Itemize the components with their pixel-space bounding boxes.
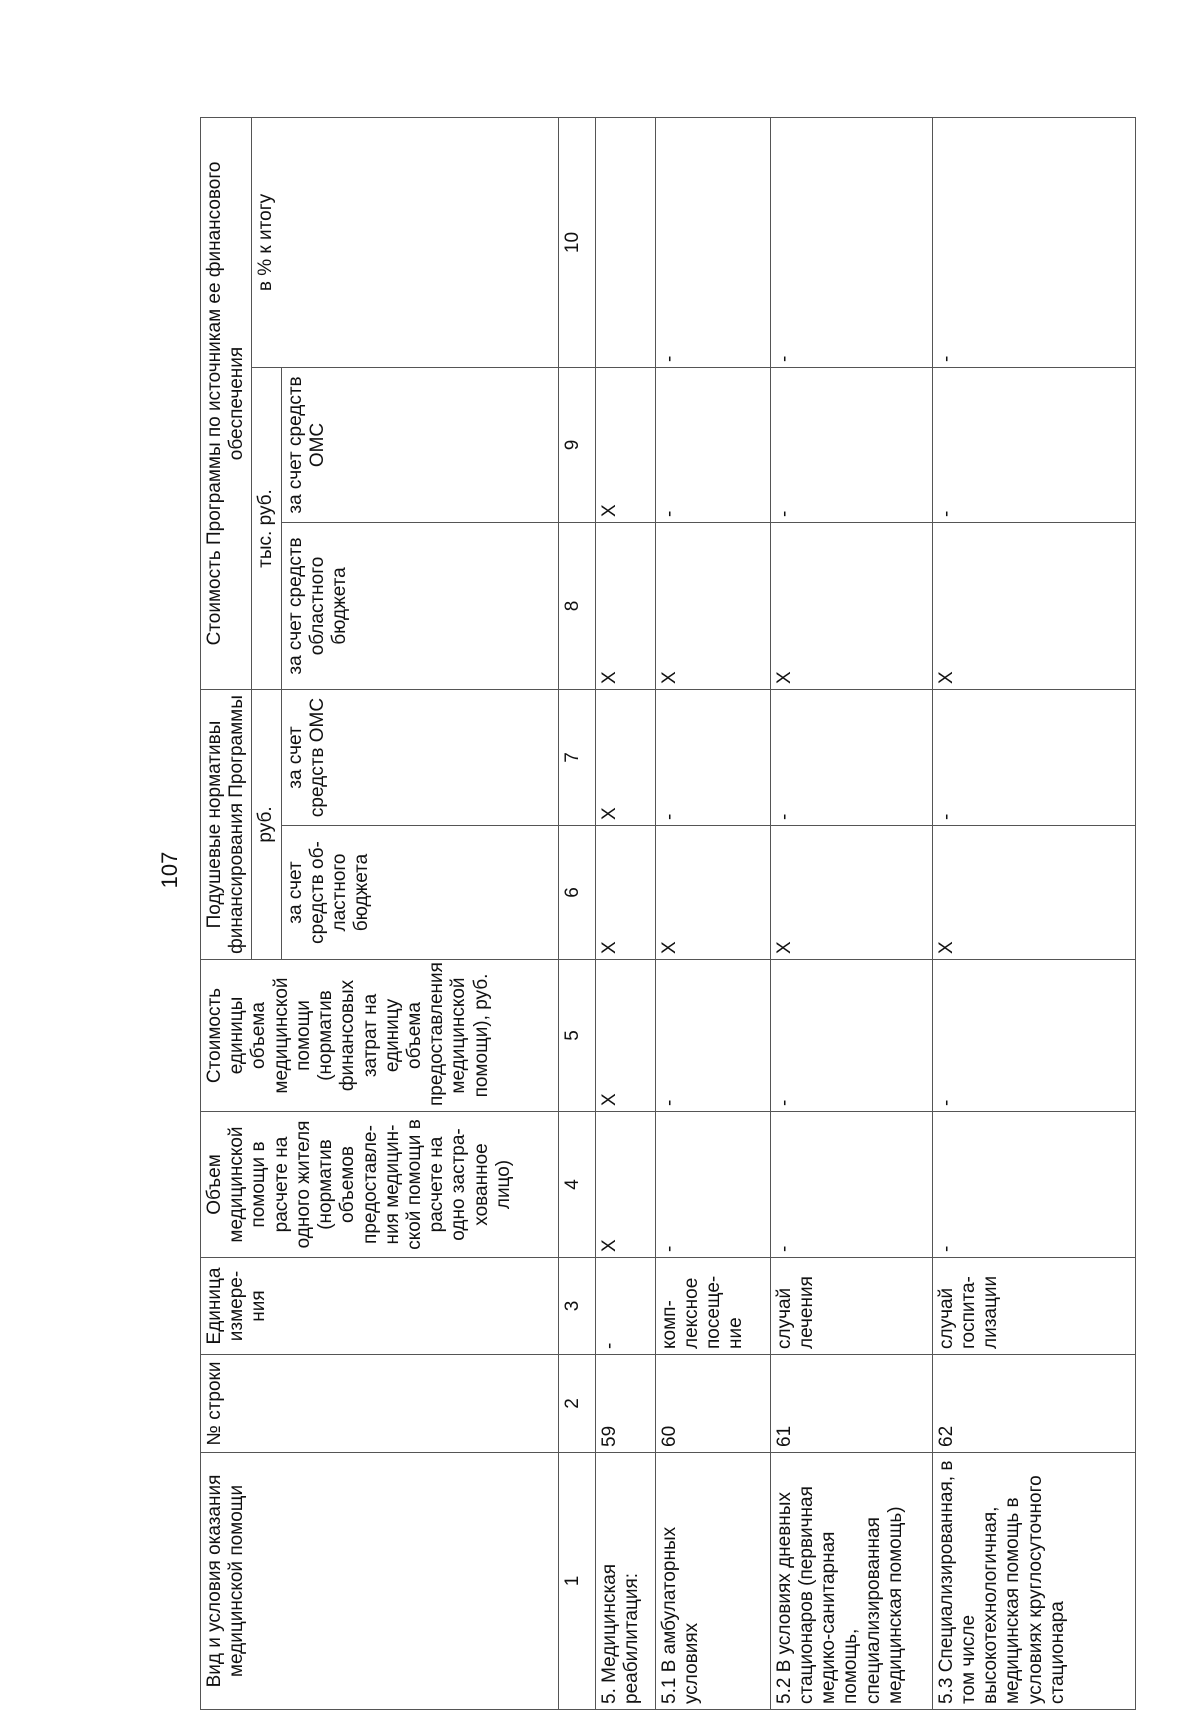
table-row [655,117,770,1709]
row-percent: - [770,117,932,367]
row-cost-budget: Х [770,523,932,690]
row-cost-oms: - [655,368,770,523]
row-norm-budget: Х [595,826,655,960]
header-cost-unit: тыс. руб. [252,368,281,690]
row-cost: - [770,960,932,1112]
row-volume: - [932,1112,1135,1258]
header-volume: Объем медицинской помощи в расчете на одного жителя (норматив объемов предоставле-ния медицин-ской помощи в расчете на одно застра-хованное лицо) [201,1112,559,1258]
row-line: 62 [932,1355,1135,1453]
row-norm-oms: - [655,690,770,826]
column-number: 10 [558,117,595,367]
table-row [932,117,1135,1709]
row-line: 61 [770,1355,932,1453]
row-name: 5. Медицинская реабилитация: [595,1453,655,1710]
header-cost-budget: за счет средств областного бюджета [281,523,558,690]
row-cost-budget: Х [932,523,1135,690]
column-number: 4 [558,1112,595,1258]
row-norm-oms: Х [595,690,655,826]
header-norms-unit: руб. [252,690,281,960]
row-unit: комп-лексное посеще-ние [655,1258,770,1355]
row-line: 59 [595,1355,655,1453]
column-number: 9 [558,368,595,523]
header-norm-budget: за счет средств об-ластного бюджета [281,826,558,960]
program-cost-table [200,117,1136,1710]
column-number: 8 [558,523,595,690]
column-number: 6 [558,826,595,960]
row-cost-oms: - [770,368,932,523]
header-unit: Единица измере-ния [201,1258,559,1355]
table-row [595,117,655,1709]
row-unit: случай лечения [770,1258,932,1355]
row-norm-budget: Х [655,826,770,960]
row-line: 60 [655,1355,770,1453]
header-program-cost: Стоимость Программы по источникам ее финансового обеспечения [201,117,252,689]
row-cost: - [655,960,770,1112]
column-number-row [558,117,595,1709]
row-cost-budget: Х [595,523,655,690]
row-norm-oms: - [932,690,1135,826]
header-norm-oms: за счет средств ОМС [281,690,558,826]
row-norm-budget: Х [770,826,932,960]
row-unit: случай госпита-лизации [932,1258,1135,1355]
header-unit-cost: Стоимость единицы объема медицинской помощи (норматив финансовых затрат на единицу объема предоставления медицинской помощи), руб. [201,960,559,1112]
row-name: 5.2 В условиях дневных стационаров (первичная медико-санитарная помощь, специализированная медицинская помощь) [770,1453,932,1710]
row-cost: - [932,960,1135,1112]
row-name: 5.1 В амбулаторных условиях [655,1453,770,1710]
table-rotated-wrapper [200,118,1133,1710]
column-number: 3 [558,1258,595,1355]
column-number: 5 [558,960,595,1112]
header-cost-oms: за счет средств ОМС [281,368,558,523]
row-volume: Х [595,1112,655,1258]
row-percent: - [932,117,1135,367]
row-volume: - [770,1112,932,1258]
row-cost-budget: Х [655,523,770,690]
row-unit: - [595,1258,655,1355]
row-cost-oms: - [932,368,1135,523]
column-number: 2 [558,1355,595,1453]
header-per-capita-norms: Подушевые нормативы финансирования Программы [201,690,252,960]
row-norm-budget: Х [932,826,1135,960]
column-number: 7 [558,690,595,826]
row-volume: - [655,1112,770,1258]
column-number: 1 [558,1453,595,1710]
row-percent [595,117,655,367]
header-line-number: № строки [201,1355,559,1453]
table-row [770,117,932,1709]
row-norm-oms: - [770,690,932,826]
header-percent: в % к итогу [252,117,558,367]
row-name: 5.3 Специализированная, в том числе высокотехнологичная, медицинская помощь в условиях круглосуточного стационара [932,1453,1135,1710]
page-number: 107 [157,851,182,889]
header-kind: Вид и условия оказания медицинской помощи [201,1453,559,1710]
row-cost-oms: Х [595,368,655,523]
row-cost: Х [595,960,655,1112]
header-row-1 [201,117,252,1709]
row-percent: - [655,117,770,367]
